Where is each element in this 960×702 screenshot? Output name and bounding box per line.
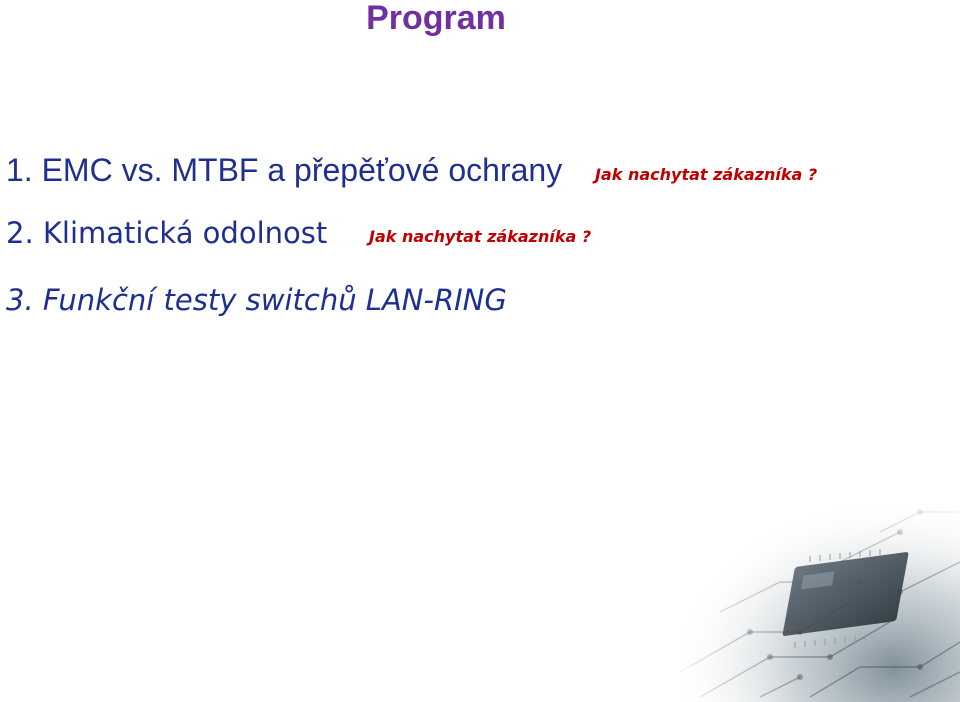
agenda-item-2-note: Jak nachytat zákazníka ?: [369, 227, 592, 246]
agenda-item-1: 1. EMC vs. MTBF a přepěťové ochrany: [6, 152, 563, 188]
agenda-item-3: 3. Funkční testy switchů LAN-RING: [6, 283, 507, 317]
slide-title: Program: [366, 0, 506, 37]
agenda-item-2: 2. Klimatická odolnost: [6, 216, 328, 250]
circuit-board-chip-icon: [660, 472, 960, 702]
agenda-item-1-note: Jak nachytat zákazníka ?: [595, 165, 818, 184]
